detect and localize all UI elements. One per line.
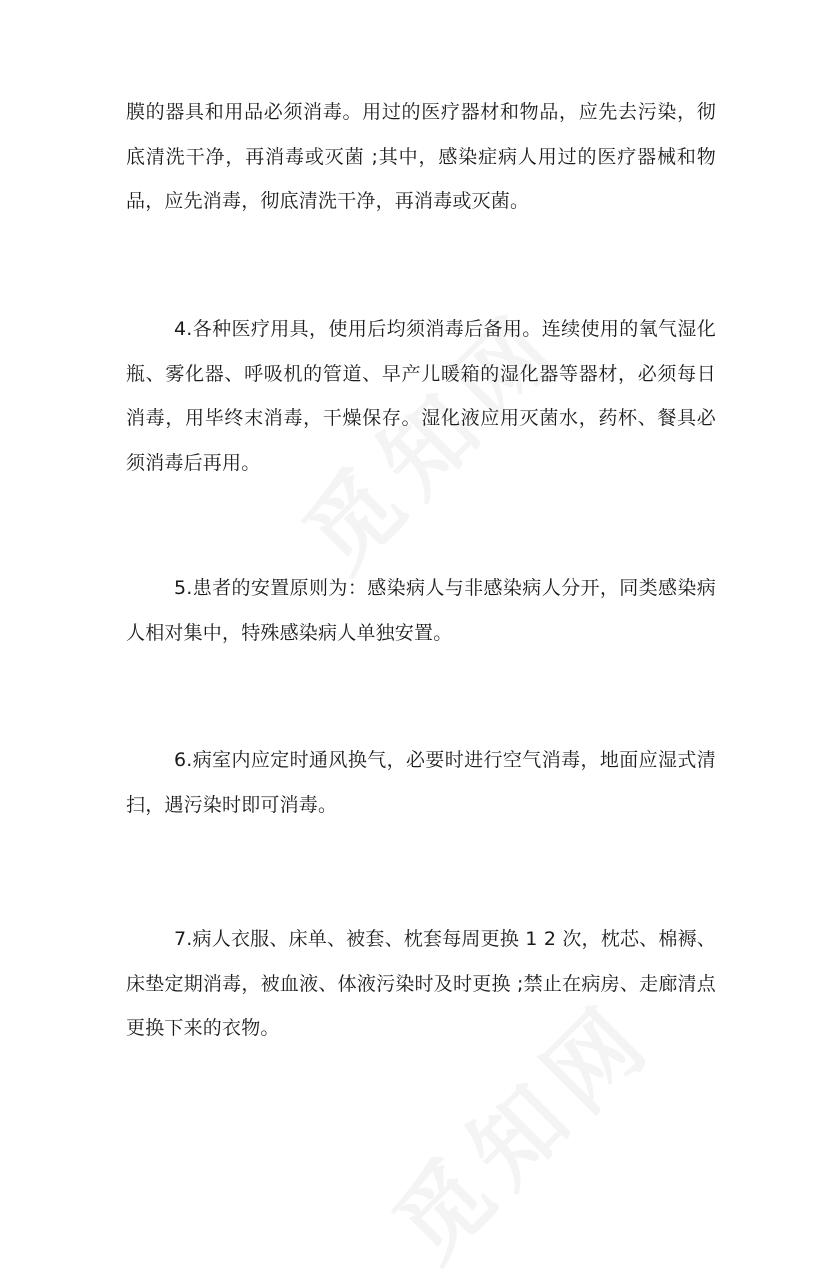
paragraph-item-4: 4.各种医疗用具，使用后均须消毒后备用。连续使用的氧气湿化瓶、雾化器、呼吸机的管道、早产儿暖箱的湿化器等器材，必须每日消毒，用毕终末消毒，干燥保存。湿化液应用灭菌水，药杯、餐具必须消毒后再用。 — [126, 318, 716, 474]
paragraph-item-5: 5.患者的安置原则为：感染病人与非感染病人分开，同类感染病人相对集中，特殊感染病人单独安置。 — [126, 577, 716, 644]
paragraph-continuation: 膜的器具和用品必须消毒。用过的医疗器材和物品，应先去污染，彻底清洗干净，再消毒或灭菌 ;其中，感染症病人用过的医疗器械和物品，应先消毒，彻底清洗干净，再消毒或灭菌。 — [126, 101, 716, 212]
paragraph-item-7: 7.病人衣服、床单、被套、枕套每周更换 1 2 次，枕芯、棉褥、床垫定期消毒，被血液、体液污染时及时更换 ;禁止在病房、走廊清点更换下来的衣物。 — [126, 928, 716, 1039]
paragraph-item-6: 6.病室内应定时通风换气，必要时进行空气消毒，地面应湿式清扫，遇污染时即可消毒。 — [126, 749, 716, 816]
